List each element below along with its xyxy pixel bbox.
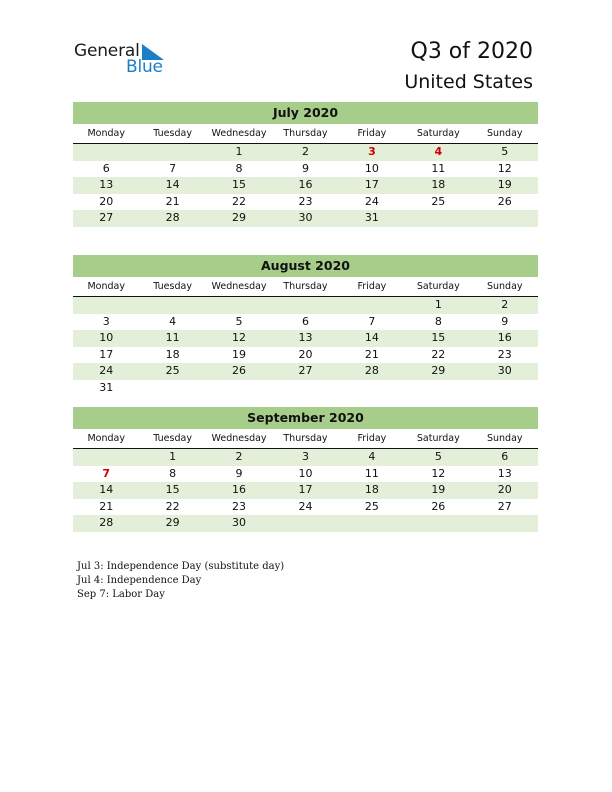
weekday-header-row (73, 429, 538, 449)
weekday-label: Thursday (283, 128, 328, 139)
day-cell (405, 210, 471, 227)
week-row (73, 499, 538, 516)
day-cell: 24 (99, 364, 114, 377)
day-cell (339, 380, 405, 397)
week-row (73, 347, 538, 364)
day-cell (405, 515, 471, 532)
day-cell: 14 (99, 483, 114, 496)
day-cell: 30 (497, 364, 512, 377)
weekday-label: Saturday (416, 128, 460, 139)
day-cell: 28 (165, 211, 180, 224)
day-cell: 21 (99, 499, 114, 513)
month-calendar-august (73, 255, 538, 396)
day-cell: 9 (235, 466, 243, 480)
day-cell (139, 144, 205, 161)
day-cell: 25 (364, 499, 379, 513)
day-cell: 28 (99, 516, 114, 529)
day-cell (339, 515, 405, 532)
weekday-label: Tuesday (153, 433, 192, 444)
day-cell: 3 (102, 314, 110, 328)
day-cell: 26 (497, 194, 512, 208)
week-row (73, 330, 538, 347)
day-cell: 16 (497, 331, 512, 344)
day-cell: 6 (301, 314, 309, 328)
day-cell: 4 (169, 314, 177, 328)
day-cell: 29 (431, 364, 446, 377)
day-cell: 25 (165, 364, 180, 377)
day-cell: 17 (298, 483, 313, 496)
weekday-label: Sunday (486, 433, 523, 444)
day-cell (272, 297, 338, 314)
week-row (73, 194, 538, 211)
week-row (73, 449, 538, 466)
brand-logo (74, 41, 174, 81)
month-calendar-july (73, 102, 538, 227)
day-cell: 22 (165, 499, 180, 513)
day-cell: 5 (235, 314, 243, 328)
day-cell: 17 (99, 347, 114, 361)
week-row (73, 210, 538, 227)
day-cell: 5 (434, 450, 442, 463)
day-cell: 10 (99, 331, 114, 344)
day-cell: 15 (232, 178, 247, 191)
day-cell (272, 380, 338, 397)
day-cell: 14 (165, 178, 180, 191)
week-row (73, 144, 538, 161)
day-cell: 22 (431, 347, 446, 361)
weekday-label: Tuesday (153, 128, 192, 139)
day-cell: 6 (501, 450, 509, 463)
month-calendar-september (73, 407, 538, 532)
week-row (73, 177, 538, 194)
day-cell: 9 (301, 161, 309, 175)
day-cell: 7 (169, 161, 177, 175)
month-title: August 2020 (73, 255, 538, 277)
day-cell: 16 (298, 178, 313, 191)
day-cell: 21 (364, 347, 379, 361)
day-cell: 1 (434, 298, 442, 311)
day-cell: 8 (235, 161, 243, 175)
day-cell: 8 (169, 466, 177, 480)
day-cell (139, 380, 205, 397)
logo-word-general: General (74, 41, 140, 61)
day-cell: 10 (298, 466, 313, 480)
holiday-note: Jul 4: Independence Day (77, 575, 202, 586)
day-cell: 4 (368, 450, 376, 463)
weekday-label: Monday (87, 433, 125, 444)
day-cell: 22 (232, 194, 247, 208)
day-cell: 15 (431, 331, 446, 344)
day-cell: 12 (497, 161, 512, 175)
day-cell: 2 (501, 298, 509, 311)
holiday-day-cell: 3 (368, 145, 376, 158)
day-cell: 23 (497, 347, 512, 361)
day-cell: 26 (232, 364, 247, 377)
page-title: Q3 of 2020 (410, 39, 533, 64)
day-cell: 8 (434, 314, 442, 328)
day-cell: 27 (497, 499, 512, 513)
weekday-label: Wednesday (211, 281, 267, 292)
day-cell: 29 (165, 516, 180, 529)
weekday-label: Wednesday (211, 433, 267, 444)
day-cell: 6 (102, 161, 110, 175)
day-cell: 15 (165, 483, 180, 496)
day-cell: 5 (501, 145, 509, 158)
week-row (73, 297, 538, 314)
holiday-day-cell: 4 (434, 145, 443, 158)
weekday-label: Wednesday (211, 128, 267, 139)
day-cell: 23 (232, 499, 247, 513)
day-cell: 18 (364, 483, 379, 496)
holiday-day-cell: 7 (102, 466, 111, 480)
weekday-label: Friday (357, 128, 387, 139)
day-cell: 1 (235, 145, 243, 158)
day-cell: 12 (431, 466, 446, 480)
week-row (73, 515, 538, 532)
day-cell: 29 (232, 211, 247, 224)
day-cell (405, 380, 471, 397)
day-cell: 30 (232, 516, 247, 529)
day-cell: 18 (431, 178, 446, 191)
day-cell: 10 (364, 161, 379, 175)
logo-word-blue: Blue (126, 57, 163, 77)
day-cell: 31 (99, 380, 114, 394)
day-cell: 20 (298, 347, 313, 361)
day-cell: 19 (431, 483, 446, 496)
day-cell (139, 297, 205, 314)
day-cell: 24 (364, 194, 379, 208)
day-cell: 27 (99, 211, 114, 224)
day-cell: 19 (232, 347, 247, 361)
week-row (73, 314, 538, 331)
week-row (73, 466, 538, 483)
holiday-note: Jul 3: Independence Day (substitute day) (77, 561, 285, 572)
weekday-label: Friday (357, 281, 387, 292)
day-cell: 13 (298, 331, 313, 344)
day-cell: 2 (301, 145, 309, 158)
day-cell: 19 (497, 178, 512, 191)
day-cell: 13 (99, 178, 114, 191)
holiday-notes (77, 560, 284, 602)
day-cell (272, 515, 338, 532)
day-cell (472, 515, 538, 532)
day-cell: 12 (232, 331, 247, 344)
week-row (73, 482, 538, 499)
day-cell (73, 144, 139, 161)
day-cell: 21 (165, 194, 180, 208)
day-cell: 13 (497, 466, 512, 480)
day-cell: 16 (232, 483, 247, 496)
weekday-label: Sunday (486, 281, 523, 292)
day-cell: 11 (431, 161, 446, 175)
day-cell: 7 (368, 314, 376, 328)
day-cell: 26 (431, 499, 446, 513)
weekday-label: Saturday (416, 433, 460, 444)
day-cell: 18 (165, 347, 180, 361)
day-cell (206, 297, 272, 314)
week-row (73, 161, 538, 178)
day-cell (339, 297, 405, 314)
day-cell: 20 (99, 194, 114, 208)
day-cell: 28 (364, 364, 379, 377)
weekday-label: Monday (87, 281, 125, 292)
day-cell (472, 210, 538, 227)
day-cell: 25 (431, 194, 446, 208)
weekday-header-row (73, 277, 538, 297)
day-cell: 9 (501, 314, 509, 328)
weekday-label: Monday (87, 128, 125, 139)
week-row (73, 380, 538, 397)
country-name: United States (404, 71, 533, 93)
day-cell: 30 (298, 211, 313, 224)
weekday-label: Thursday (283, 281, 328, 292)
day-cell (73, 449, 139, 466)
day-cell: 24 (298, 499, 313, 513)
weekday-label: Thursday (283, 433, 328, 444)
weekday-header-row (73, 124, 538, 144)
day-cell: 31 (364, 211, 379, 224)
day-cell: 11 (165, 331, 180, 344)
day-cell: 1 (169, 450, 177, 463)
day-cell: 11 (364, 466, 379, 480)
weekday-label: Friday (357, 433, 387, 444)
day-cell: 3 (301, 450, 309, 463)
day-cell: 27 (298, 364, 313, 377)
day-cell: 23 (298, 194, 313, 208)
weekday-label: Tuesday (153, 281, 192, 292)
month-title: September 2020 (73, 407, 538, 429)
day-cell (206, 380, 272, 397)
month-title: July 2020 (73, 102, 538, 124)
weekday-label: Sunday (486, 128, 523, 139)
day-cell: 20 (497, 483, 512, 496)
day-cell: 17 (364, 178, 379, 191)
day-cell (73, 297, 139, 314)
week-row (73, 363, 538, 380)
day-cell (472, 380, 538, 397)
holiday-note: Sep 7: Labor Day (77, 589, 165, 600)
day-cell: 2 (235, 450, 243, 463)
day-cell: 14 (364, 331, 379, 344)
weekday-label: Saturday (416, 281, 460, 292)
